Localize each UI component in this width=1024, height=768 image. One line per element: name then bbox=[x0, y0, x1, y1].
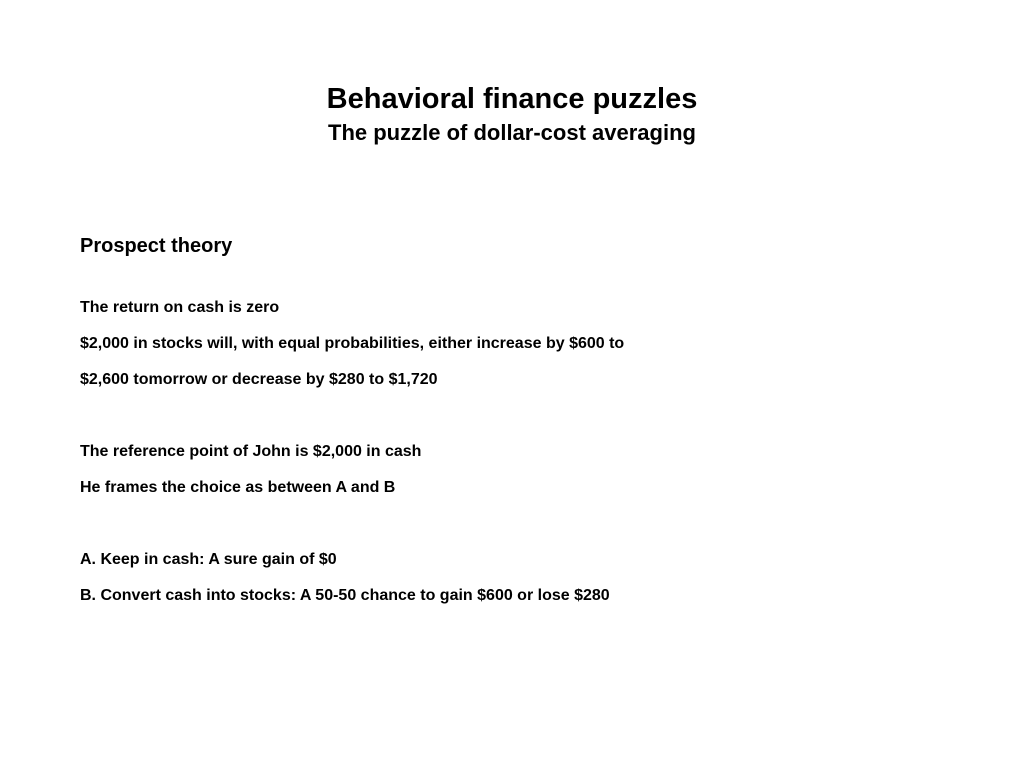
text-line-reference-point: The reference point of John is $2,000 in cash bbox=[80, 443, 422, 460]
slide-title: Behavioral finance puzzles bbox=[326, 83, 698, 115]
text-line-stocks-increase: $2,000 in stocks will, with equal probabilities, either increase by $600 to bbox=[80, 335, 625, 352]
section-heading: Prospect theory bbox=[80, 235, 233, 257]
text-line-option-b: B. Convert cash into stocks: A 50-50 chance to gain $600 or lose $280 bbox=[80, 587, 610, 604]
slide-subtitle: The puzzle of dollar-cost averaging bbox=[328, 120, 696, 145]
text-line-cash-return: The return on cash is zero bbox=[80, 299, 280, 316]
text-line-option-a: A. Keep in cash: A sure gain of $0 bbox=[80, 551, 337, 568]
text-line-frames-choice: He frames the choice as between A and B bbox=[80, 479, 396, 496]
text-line-stocks-decrease: $2,600 tomorrow or decrease by $280 to $1,720 bbox=[80, 371, 438, 388]
